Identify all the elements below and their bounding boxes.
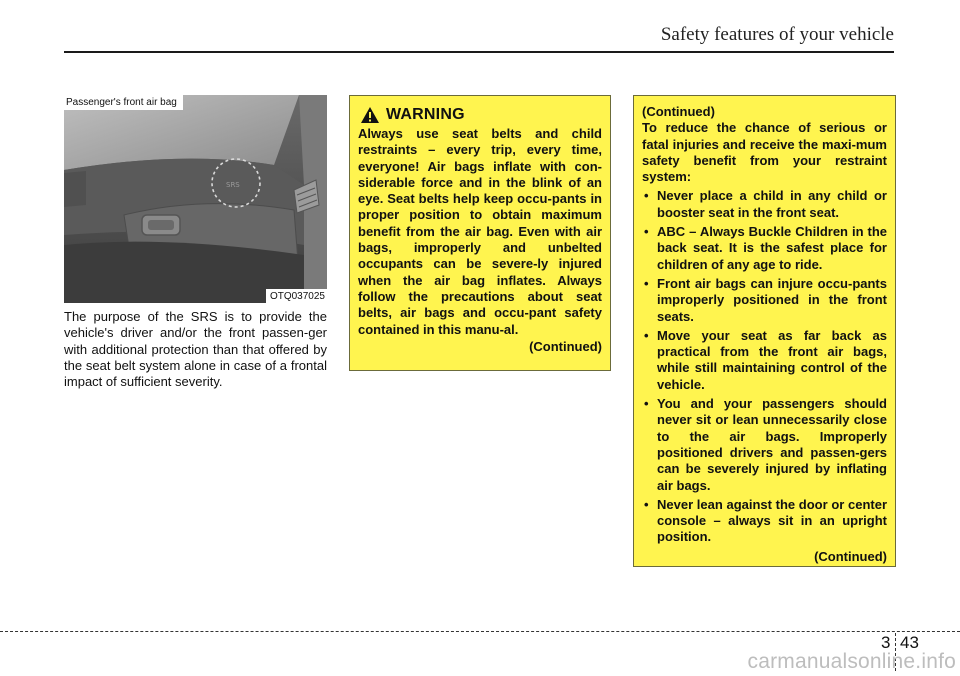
continued-header: (Continued) — [642, 104, 715, 119]
intro-paragraph: The purpose of the SRS is to provide the vehicle's driver and/or the front passen-ger with additional protection than that offered by the seat belt system alone in case of a frontal impact of sufficient severity. — [64, 309, 327, 390]
list-item: • Front air bags can injure occu-pants improperly positioned in the front seats. — [642, 276, 887, 325]
continued-box — [633, 95, 896, 567]
list-item: • You and your passengers should never sit or lean unnecessarily close to the air bags. Improperly positioned drivers and passen-gers can be severely injured by inflating air bags. — [642, 396, 887, 494]
figure-caption: Passenger's front air bag — [64, 95, 183, 110]
continued-intro: To reduce the chance of serious or fatal injuries and receive the maxi-mum safety benefit from your restraint system: — [642, 120, 887, 185]
safety-bullet-list — [642, 188, 887, 545]
warning-title: WARNING — [386, 105, 465, 123]
warning-text: Always use seat belts and child restraints – every trip, every time, everyone! Air bags inflate with con-siderable force and in the blink of an eye. Seat belts help keep occu-pants in proper position to obtain maximum benefit from the air bag. Even with air bags, improperly and unbelted occupants can be severe-ly injured when the air bag inflates. Always follow the precautions about seat belts, air bags and occu-pant safety contained in this manu-al. — [358, 126, 602, 337]
list-item: • Move your seat as far back as practical from the front air bags, while still maintaining control of the vehicle. — [642, 328, 887, 393]
svg-text:SRS: SRS — [226, 181, 240, 189]
footer-rule — [0, 631, 960, 632]
warning-triangle-icon — [360, 106, 380, 124]
list-item: • Never lean against the door or center console – always sit in an upright position. — [642, 497, 887, 546]
figure-code: OTQ037025 — [266, 289, 327, 303]
continued-footer: (Continued) — [814, 548, 887, 564]
list-item: • Never place a child in any child or booster seat in the front seat. — [642, 188, 887, 221]
page-number: 43 — [900, 633, 919, 652]
dashboard-illustration — [64, 95, 327, 303]
watermark: carmanualsonline.info — [747, 650, 956, 673]
airbag-figure — [64, 95, 327, 303]
list-item: • ABC – Always Buckle Children in the back seat. It is the safest place for children of any age to ride. — [642, 224, 887, 273]
header-rule — [64, 51, 894, 53]
warning-continued: (Continued) — [529, 338, 602, 354]
page-header-title: Safety features of your vehicle — [660, 24, 894, 45]
chapter-number: 3 — [881, 633, 891, 652]
warning-box — [349, 95, 611, 371]
warning-header — [358, 106, 602, 124]
